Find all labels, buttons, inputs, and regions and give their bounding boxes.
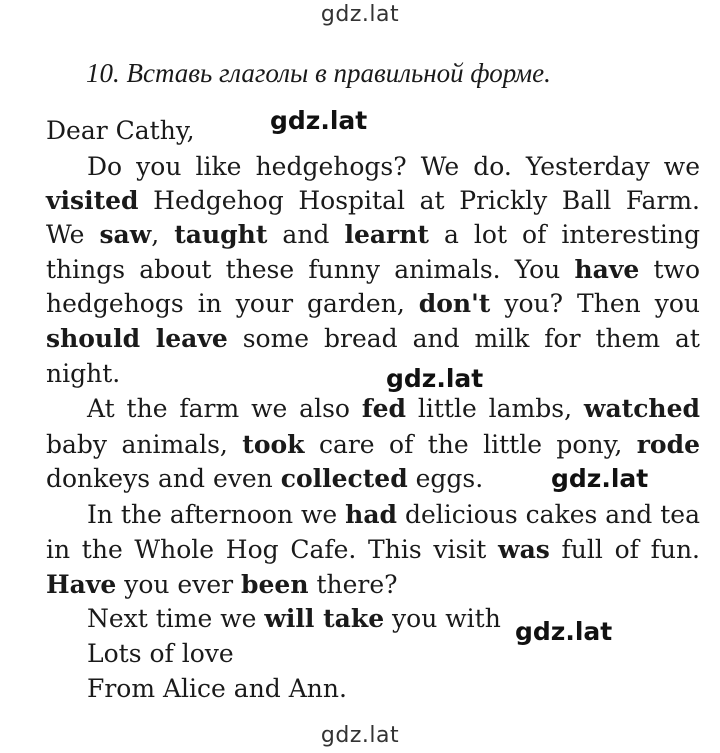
- letter-text: We: [46, 220, 100, 249]
- letter-text: At the farm we also: [87, 394, 362, 423]
- letter-text: care of the little pony,: [304, 430, 637, 459]
- answer-verb: learnt: [344, 220, 429, 249]
- letter-line: [87, 391, 700, 427]
- watermark-inline-2: gdz.lat: [386, 364, 484, 393]
- answer-verb: collected: [280, 464, 408, 493]
- answer-verb: will take: [264, 604, 385, 633]
- letter-line: [46, 427, 700, 463]
- answer-verb: watched: [583, 394, 700, 423]
- letter-text: full of fun.: [549, 535, 700, 564]
- letter-line: [87, 149, 700, 185]
- letter-text: things about these funny animals. You: [46, 255, 575, 284]
- letter-closing: Lots of love: [87, 639, 234, 668]
- letter-text: delicious cakes and tea: [397, 500, 701, 529]
- letter-text: two: [639, 255, 700, 284]
- answer-verb: visited: [46, 186, 139, 215]
- letter-text: Do you like hedgehogs? We do. Yesterday we: [87, 152, 700, 181]
- answer-verb: have: [574, 255, 640, 284]
- letter-text: Next time we: [87, 604, 265, 633]
- letter-text: you? Then you: [490, 289, 701, 318]
- answer-verb: Have: [46, 570, 117, 599]
- letter-line: [46, 321, 700, 357]
- answer-verb: took: [242, 430, 305, 459]
- letter-greeting: Dear Cathy,: [46, 116, 195, 145]
- letter-line: [46, 356, 700, 392]
- letter-text: and: [267, 220, 345, 249]
- letter-text: baby animals,: [46, 430, 243, 459]
- letter-text: some bread and milk for them at: [227, 324, 700, 353]
- watermark-bottom: gdz.lat: [320, 723, 400, 748]
- letter-text: a lot of interesting: [428, 220, 700, 249]
- letter-text: hedgehogs in your garden,: [46, 289, 419, 318]
- letter-text: you ever: [116, 570, 242, 599]
- letter-text: you with: [384, 604, 501, 633]
- answer-verb: fed: [361, 394, 406, 423]
- answer-verb: had: [345, 500, 398, 529]
- letter-line: [46, 286, 700, 322]
- letter-line: [46, 252, 700, 288]
- answer-verb: taught: [174, 220, 268, 249]
- letter-text: there?: [308, 570, 398, 599]
- letter-text: little lambs,: [405, 394, 584, 423]
- letter-text: in the Whole Hog Cafe. This visit: [46, 535, 499, 564]
- letter-text: eggs.: [407, 464, 484, 493]
- letter-line: [87, 497, 700, 533]
- letter-text: Hedgehog Hospital at Prickly Ball Farm.: [138, 186, 700, 215]
- letter-line: [46, 567, 700, 603]
- letter-text: ,: [151, 220, 175, 249]
- letter-line: [46, 183, 700, 219]
- watermark-inline-1: gdz.lat: [270, 106, 368, 135]
- answer-verb: rode: [636, 430, 700, 459]
- task-title: 10. Вставь глаголы в правильной форме.: [86, 58, 551, 88]
- answer-verb: should leave: [46, 324, 228, 353]
- letter-signature: From Alice and Ann.: [87, 674, 347, 703]
- watermark-inline-3: gdz.lat: [551, 464, 649, 493]
- letter-line: [46, 217, 700, 253]
- letter-text: In the afternoon we: [87, 500, 346, 529]
- watermark-inline-4: gdz.lat: [515, 617, 613, 646]
- watermark-top: gdz.lat: [320, 2, 400, 27]
- answer-verb: been: [241, 570, 309, 599]
- answer-verb: don't: [418, 289, 491, 318]
- letter-line: [46, 532, 700, 568]
- letter-text: donkeys and even: [46, 464, 281, 493]
- letter-text: night.: [46, 359, 121, 388]
- answer-verb: saw: [99, 220, 152, 249]
- answer-verb: was: [498, 535, 550, 564]
